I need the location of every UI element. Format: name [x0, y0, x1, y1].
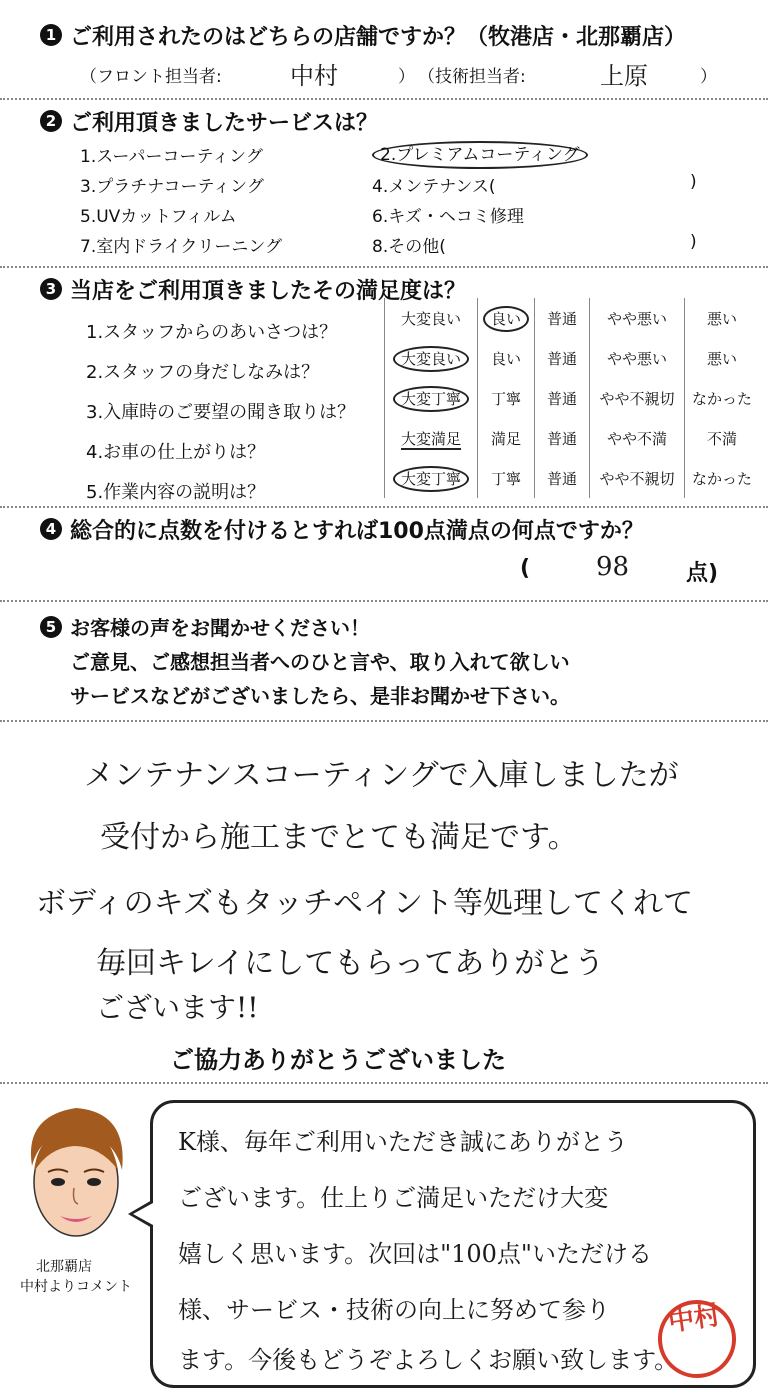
- table-row: [385, 418, 760, 458]
- table-row: [385, 338, 760, 378]
- staff-avatar: [14, 1096, 138, 1252]
- service-option: 5.UVカットフィルム: [80, 207, 237, 227]
- rating-cell: やや不親切: [590, 458, 685, 498]
- service-option: 4.メンテナンス(: [372, 177, 496, 197]
- rating-cell: 丁寧: [478, 378, 535, 418]
- divider: [0, 1082, 768, 1084]
- rating-row-label: 3.入庫時のご要望の聞き取りは？: [86, 402, 356, 423]
- front-staff-close: ）: [398, 67, 415, 87]
- question-number-4: 4: [40, 518, 62, 540]
- paren-close: ): [690, 232, 697, 252]
- divider: [0, 266, 768, 268]
- service-option: 3.プラチナコーティング: [80, 177, 264, 197]
- rating-cell: 普通: [535, 378, 590, 418]
- score-paren-open: (: [520, 556, 531, 581]
- rating-row-label: 5.作業内容の説明は？: [86, 482, 266, 503]
- score-value: 98: [596, 552, 630, 582]
- q1-text: ご利用されたのはどちらの店舗ですか？（牧港店・北那覇店）: [70, 25, 687, 50]
- tech-staff-close: ）: [700, 67, 717, 87]
- staff-comment-line: ます。今後もどうぞよろしくお願い致します。: [178, 1346, 679, 1374]
- q4-text: 総合的に点数を付けるとすれば100点満点の何点ですか？: [70, 519, 644, 544]
- rating-cell: 良い: [478, 338, 535, 378]
- rating-cell: やや不親切: [590, 378, 685, 418]
- thanks-message: ご協力ありがとうございました: [170, 1046, 506, 1074]
- divider: [0, 98, 768, 100]
- question-number-2: 2: [40, 110, 62, 132]
- staff-caption: 中村よりコメント: [20, 1279, 132, 1295]
- bubble-tail: [133, 1203, 153, 1225]
- staff-store: 北那覇店: [36, 1259, 92, 1275]
- rating-row-label: 4.お車の仕上がりは？: [86, 442, 266, 463]
- paren-close: ): [690, 172, 697, 192]
- staff-comment-line: ございます。仕上りご満足いただけ大変: [178, 1184, 609, 1212]
- rating-cell-selected: 大変満足: [385, 418, 478, 458]
- staff-comment-line: 嬉しく思います。次回は"100点"いただける: [178, 1240, 652, 1268]
- rating-cell: 不満: [685, 418, 760, 458]
- rating-cell: 悪い: [685, 298, 760, 338]
- satisfaction-table: [384, 298, 759, 498]
- rating-cell: なかった: [685, 378, 760, 418]
- rating-cell: やや悪い: [590, 338, 685, 378]
- rating-cell-selected: 大変丁寧: [385, 378, 478, 418]
- customer-comment-line: メンテナンスコーティングで入庫しましたが: [84, 758, 679, 793]
- rating-cell: 悪い: [685, 338, 760, 378]
- question-number-1: 1: [40, 24, 62, 46]
- q5-line-2: ご意見、ご感想担当者へのひと言や、取り入れて欲しい: [70, 650, 570, 674]
- rating-cell: 普通: [535, 458, 590, 498]
- q5-line-1: お客様の声をお聞かせください！: [70, 616, 370, 640]
- name-stamp: 中村: [653, 1295, 741, 1383]
- service-option: 7.室内ドライクリーニング: [80, 237, 283, 257]
- rating-row-label: 1.スタッフからのあいさつは？: [86, 322, 338, 343]
- table-row: [385, 378, 760, 418]
- rating-cell: やや悪い: [590, 298, 685, 338]
- rating-cell: 満足: [478, 418, 535, 458]
- staff-comment-line: 様、サービス・技術の向上に努めて参り: [178, 1296, 610, 1324]
- service-option: 6.キズ・ヘコミ修理: [372, 207, 524, 227]
- q5-line-3: サービスなどがございましたら、是非お聞かせ下さい。: [70, 684, 570, 708]
- rating-cell: 丁寧: [478, 458, 535, 498]
- score-unit: 点): [686, 561, 719, 586]
- rating-cell: やや不満: [590, 418, 685, 458]
- customer-comment-line: ボディのキズもタッチペイント等処理してくれて: [36, 886, 693, 921]
- divider: [0, 720, 768, 722]
- front-staff-label: （フロント担当者:: [80, 67, 222, 87]
- rating-cell: 大変良い: [385, 298, 478, 338]
- q3-text: 当店をご利用頂きましたその満足度は？: [70, 279, 467, 304]
- front-staff-value: 中村: [290, 62, 338, 90]
- customer-comment-line: ございます!!: [96, 991, 259, 1024]
- q2-text: ご利用頂きましたサービスは？: [70, 111, 379, 136]
- rating-cell-selected: 大変丁寧: [385, 458, 478, 498]
- tech-staff-value: 上原: [600, 62, 648, 90]
- service-option: 1.スーパーコーティング: [80, 147, 263, 167]
- divider: [0, 506, 768, 508]
- tech-staff-label: （技術担当者:: [418, 67, 526, 87]
- staff-comment-line: K様、毎年ご利用いただき誠にありがとう: [178, 1128, 628, 1156]
- rating-cell: なかった: [685, 458, 760, 498]
- table-row: [385, 458, 760, 498]
- service-option-selected: 2.プレミアムコーティング: [372, 140, 588, 165]
- rating-row-label: 2.スタッフの身だしなみは？: [86, 362, 320, 383]
- customer-comment-line: 毎回キレイにしてもらってありがとう: [96, 946, 605, 981]
- rating-cell: 普通: [535, 298, 590, 338]
- rating-cell-selected: 大変良い: [385, 338, 478, 378]
- rating-cell: 普通: [535, 338, 590, 378]
- service-option: 8.その他(: [372, 237, 446, 257]
- question-number-3: 3: [40, 278, 62, 300]
- table-row: [385, 298, 760, 338]
- rating-cell: 普通: [535, 418, 590, 458]
- question-number-5: 5: [40, 616, 62, 638]
- rating-cell-selected: 良い: [478, 298, 535, 338]
- divider: [0, 600, 768, 602]
- customer-comment-line: 受付から施工までとても満足です。: [100, 820, 578, 855]
